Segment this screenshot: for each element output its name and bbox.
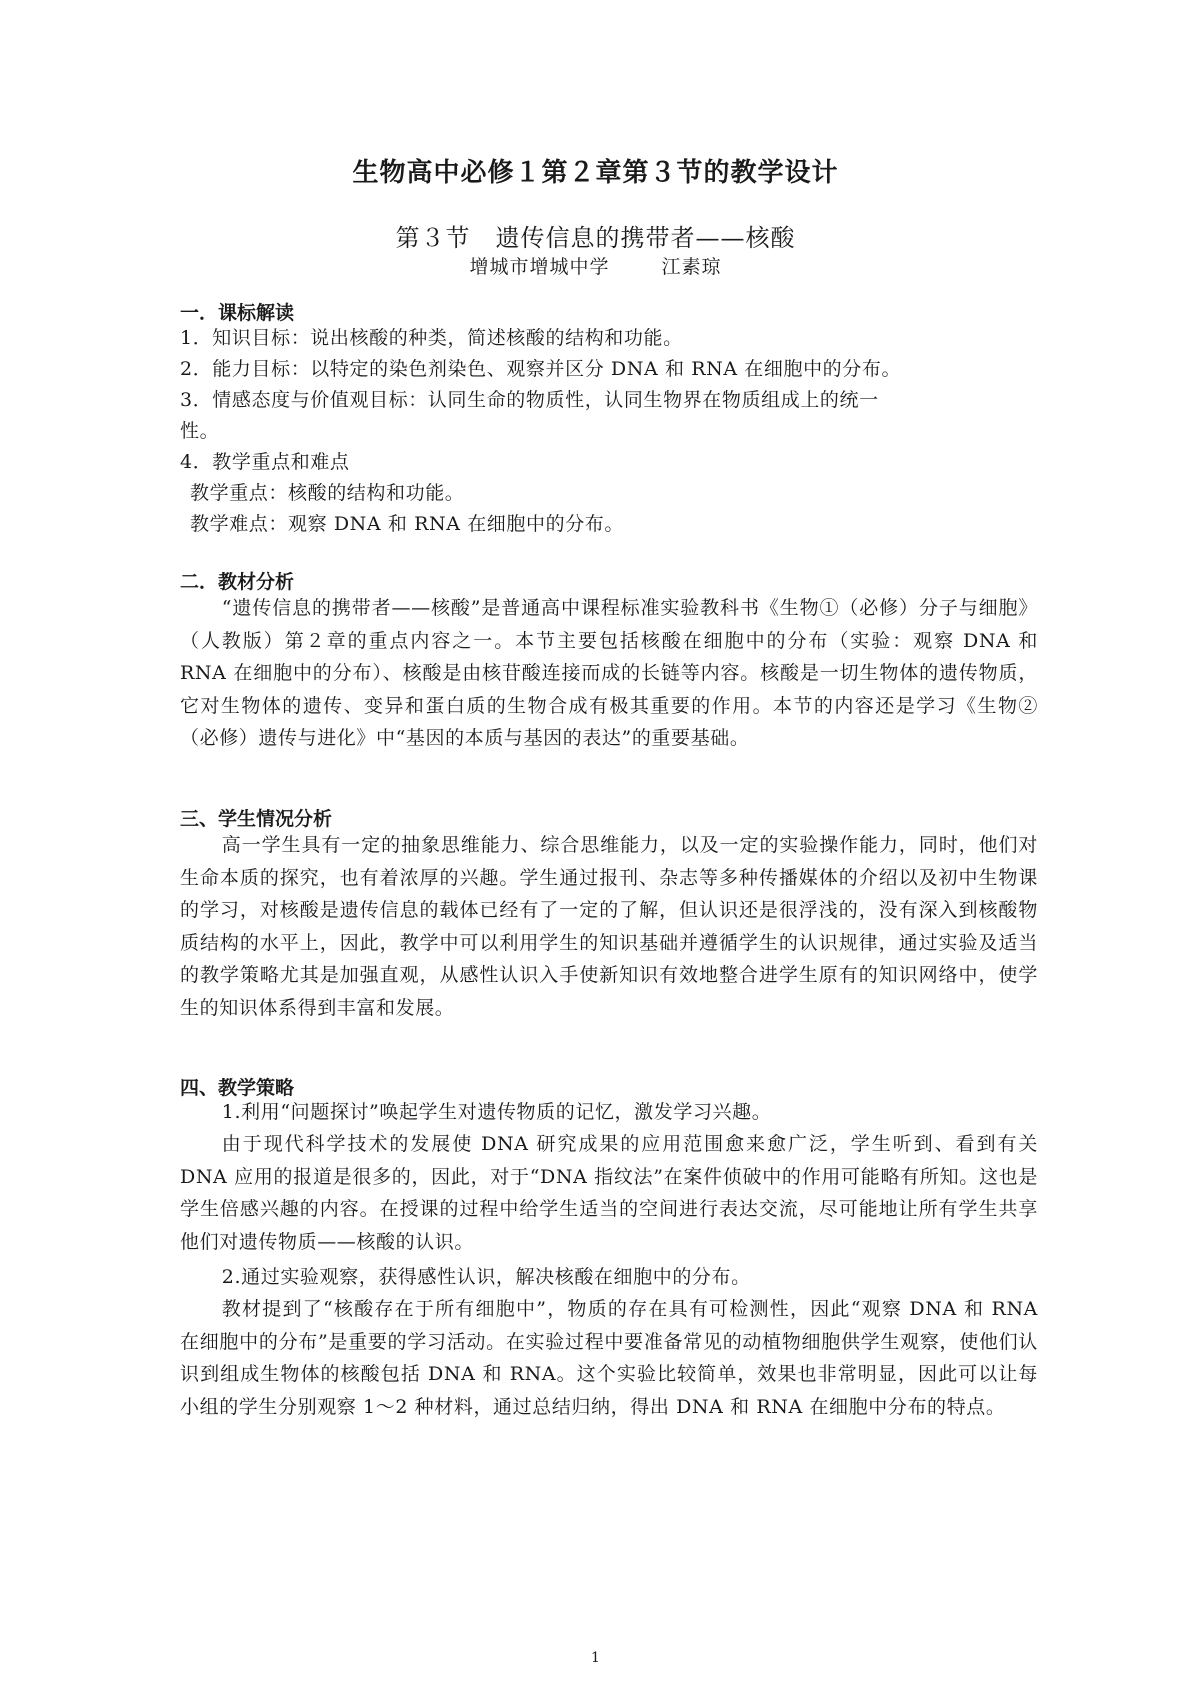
author-line bbox=[0, 252, 1191, 279]
textbook-analysis-paragraph: “遗传信息的携带者——核酸”是普通高中课程标准实验教科书《生物①（必修）分子与细胞》（人教版）第２章的重点内容之一。本节主要包括核酸在细胞中的分布（实验：观察 DNA 和 RNA 在细胞中的分布）、核酸是由核苷酸连接而成的长链等内容。核酸是一切生物体的遗传物质，它对生物体的遗传、变异和蛋白质的生物合成有极其重要的作用。本节的内容还是学习《生物②（必修）遗传与进化》中“基因的本质与基因的表达”的重要基础。 bbox=[180, 597, 1038, 749]
section-subtitle: 第３节 遗传信息的携带者——核酸 bbox=[395, 224, 796, 252]
document-title: 生物高中必修１第２章第３节的教学设计 bbox=[352, 158, 839, 188]
section-2-heading: 二．教材分析 bbox=[180, 571, 295, 593]
section-4-heading: 四、教学策略 bbox=[180, 1077, 295, 1099]
strategy-1-paragraph: 由于现代科学技术的发展使 DNA 研究成果的应用范围愈来愈广泛，学生听到、看到有关 DNA 应用的报道是很多的，因此，对于“DNA 指纹法”在案件侦破中的作用可能略有所知。这也是学生倍感兴趣的内容。在授课的过程中给学生适当的空间进行表达交流，尽可能地让所有学生共享他们对遗传物质——核酸的认识。 bbox=[180, 1133, 1038, 1253]
author-name: 江素琼 bbox=[661, 256, 722, 278]
strategy-2-title: 2.通过实验观察，获得感性认识，解决核酸在细胞中的分布。 bbox=[221, 1266, 751, 1288]
strategy-1-title: 1.利用“问题探讨”唤起学生对遗传物质的记忆，激发学习兴趣。 bbox=[221, 1101, 772, 1123]
key-difficult-points-title: 4．教学重点和难点 bbox=[180, 451, 350, 473]
strategy-2-paragraph: 教材提到了“核酸存在于所有细胞中”，物质的存在具有可检测性，因此“观察 DNA 和 RNA 在细胞中的分布”是重要的学习活动。在实验过程中要准备常见的动植物细胞供学生观察，使他们认识到组成生物体的核酸包括 DNA 和 RNA。这个实验比较简单，效果也非常明显，因此可以让每小组的学生分别观察 1～2 种材料，通过总结归纳，得出 DNA 和 RNA 在细胞中分布的特点。 bbox=[180, 1298, 1038, 1418]
objective-ability: 2．能力目标：以特定的染色剂染色、观察并区分 DNA 和 RNA 在细胞中的分布。 bbox=[180, 358, 902, 380]
objective-attitude-cont: 性。 bbox=[180, 420, 220, 442]
difficult-point: 教学难点：观察 DNA 和 RNA 在细胞中的分布。 bbox=[190, 513, 624, 535]
section-1-heading: 一．课标解读 bbox=[180, 302, 295, 324]
key-point: 教学重点：核酸的结构和功能。 bbox=[190, 482, 465, 504]
objective-attitude: 3．情感态度与价值观目标：认同生命的物质性，认同生物界在物质组成上的统一 bbox=[180, 389, 879, 411]
author-school: 增城市增城中学 bbox=[469, 256, 610, 278]
page-number: 1 bbox=[591, 1650, 600, 1666]
student-analysis-paragraph: 高一学生具有一定的抽象思维能力、综合思维能力，以及一定的实验操作能力，同时，他们对生命本质的探究，也有着浓厚的兴趣。学生通过报刊、杂志等多种传播媒体的介绍以及初中生物课的学习，对核酸是遗传信息的载体已经有了一定的了解，但认识还是很浮浅的，没有深入到核酸物质结构的水平上，因此，教学中可以利用学生的知识基础并遵循学生的认识规律，通过实验及适当的教学策略尤其是加强直观，从感性认识入手使新知识有效地整合进学生原有的知识网络中，使学生的知识体系得到丰富和发展。 bbox=[180, 834, 1038, 1019]
section-3-heading: 三、学生情况分析 bbox=[180, 808, 333, 830]
objective-knowledge: 1．知识目标：说出核酸的种类，简述核酸的结构和功能。 bbox=[180, 327, 683, 349]
